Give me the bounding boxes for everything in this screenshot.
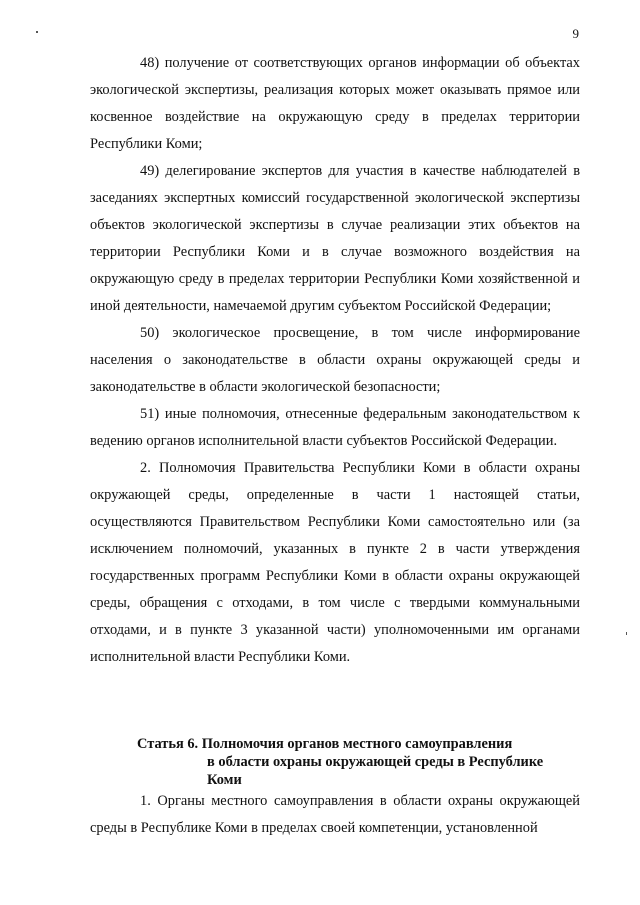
paragraph-part-2: 2. Полномочия Правительства Республики Коми в области охраны окружающей среды, определенные в части 1 настоящей статьи, осуществляются Правительством Республики Коми самостоятельно или (за исключением полномочий, указанных в пункте 2 в части утверждения государственных программ Республики Коми в области охраны окружающей среды, обращения с отходами, в том числе с твердыми коммунальными отходами, и в пункте 3 указанной части) уполномоченными им органами исполнительной власти Республики Коми. xyxy=(90,460,580,665)
scan-speck xyxy=(626,632,627,635)
article-6-heading xyxy=(137,735,577,789)
article-6-paragraph-1: 1. Органы местного самоуправления в области охраны окружающей среды в Республике Коми в пределах своей компетенции, установленной xyxy=(90,793,580,836)
body-text xyxy=(90,50,580,671)
scan-speck xyxy=(36,31,38,33)
paragraph-51: 51) иные полномочия, отнесенные федеральным законодательством к ведению органов исполнительной власти субъектов Российской Федерации. xyxy=(90,406,580,449)
paragraph-49: 49) делегирование экспертов для участия в качестве наблюдателей в заседаниях экспертных комиссий государственной экологической экспертизы объектов экологической экспертизы в случае реализации этих объектов на территории Республики Коми и в случае возможного воздействия на окружающую среду в пределах территории Республики Коми хозяйственной и иной деятельности, намечаемой другим субъектом Российской Федерации; xyxy=(90,163,580,314)
article-6-body xyxy=(90,788,580,842)
article-heading-line1: Статья 6. Полномочия органов местного самоуправления xyxy=(137,736,513,752)
paragraph-50: 50) экологическое просвещение, в том числе информирование населения о законодательстве в области охраны окружающей среды и законодательстве в области экологической безопасности; xyxy=(90,325,580,395)
page-number: 9 xyxy=(572,26,579,41)
article-heading-rest: в области охраны окружающей среды в Республике Коми xyxy=(207,754,544,788)
paragraph-48: 48) получение от соответствующих органов информации об объектах экологической экспертизы, реализация которых может оказывать прямое или косвенное воздействие на окружающую среду в пределах территории Республики Коми; xyxy=(90,55,580,152)
